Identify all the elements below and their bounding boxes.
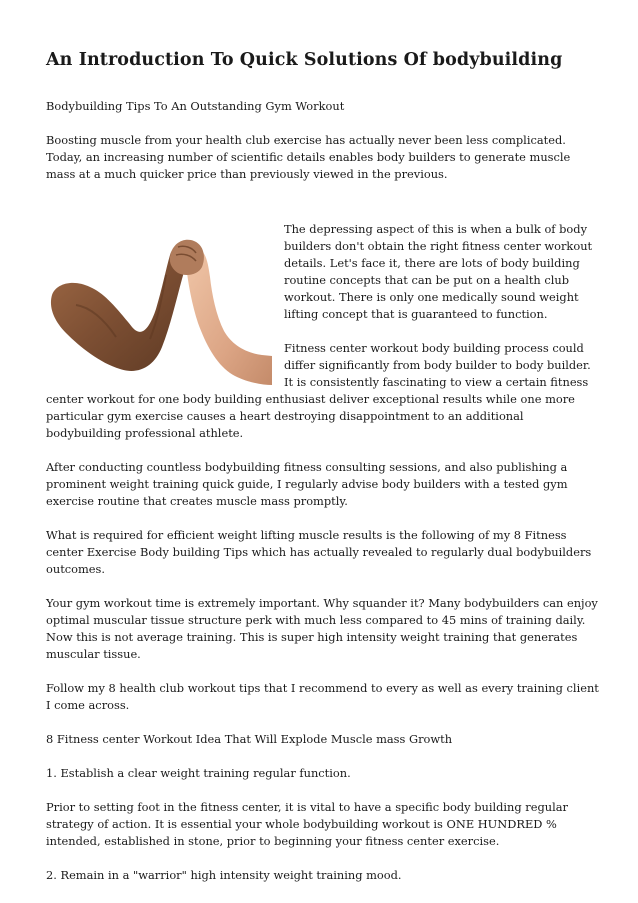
clasped-hands xyxy=(170,240,204,275)
paragraph-intro: Boosting muscle from your health club exercise has actually never been less complicated. Today, an increasing number of scientific details enables body builders to generate muscle mass at a much quicker price than previously viewed in the previous. xyxy=(46,133,571,181)
paragraph-tips-heading: 8 Fitness center Workout Idea That Will Explode Muscle mass Growth xyxy=(46,732,453,746)
paragraph-process-varies: Fitness center workout body building process could differ significantly from body builder to body builder. It is consistently fascinating to view a certain fitness center workout for one body building enthusiast deliver exceptional results while one more particular gym exercise causes a heart destroying disappointment to an additional bodybuilding professional athlete. xyxy=(46,341,591,440)
document-title: An Introduction To Quick Solutions Of bodybuilding xyxy=(46,50,563,70)
paragraph-consulting: After conducting countless bodybuilding fitness consulting sessions, and also publishing a prominent weight training quick guide, I regularly advise body builders with a tested gym exercise routine that creates muscle mass promptly. xyxy=(46,460,568,508)
left-arm xyxy=(51,246,188,371)
paragraph-workout-time: Your gym workout time is extremely important. Why squander it? Many bodybuilders can enjoy optimal muscular tissue structure perk with much less compared to 45 mins of training daily. Now this is not average training. This is super high intensity weight training that generates muscular tissue. xyxy=(46,596,598,661)
paragraph-subtitle: Bodybuilding Tips To An Outstanding Gym Workout xyxy=(46,99,345,113)
paragraph-depressing-aspect: The depressing aspect of this is when a bulk of body builders don't obtain the right fitness center workout details. Let's face it, there are lots of body building routine concepts that can be put on a health club workout. There is only one medically sound weight lifting concept that is guaranteed to function. xyxy=(284,222,593,321)
paragraph-follow-tips: Follow my 8 health club workout tips that I recommend to every as well as every training client I come across. xyxy=(46,681,599,712)
arm-wrestling-image xyxy=(46,235,278,390)
document-page xyxy=(46,48,602,884)
paragraph-tip-1-detail: Prior to setting foot in the fitness center, it is vital to have a specific body building regular strategy of action. It is essential your whole bodybuilding workout is ONE HUNDRED % intended, established in stone, prior to beginning your fitness center exercise. xyxy=(46,800,568,848)
paragraph-tip-1: 1. Establish a clear weight training regular function. xyxy=(46,766,351,780)
paragraph-tip-2: 2. Remain in a "warrior" high intensity weight training mood. xyxy=(46,868,402,882)
arm-wrestling-illustration xyxy=(46,235,278,390)
paragraph-efficient-results: What is required for efficient weight lifting muscle results is the following of my 8 Fitness center Exercise Body building Tips which has actually revealed to regularly dual bodybuilders outcomes. xyxy=(46,528,592,576)
